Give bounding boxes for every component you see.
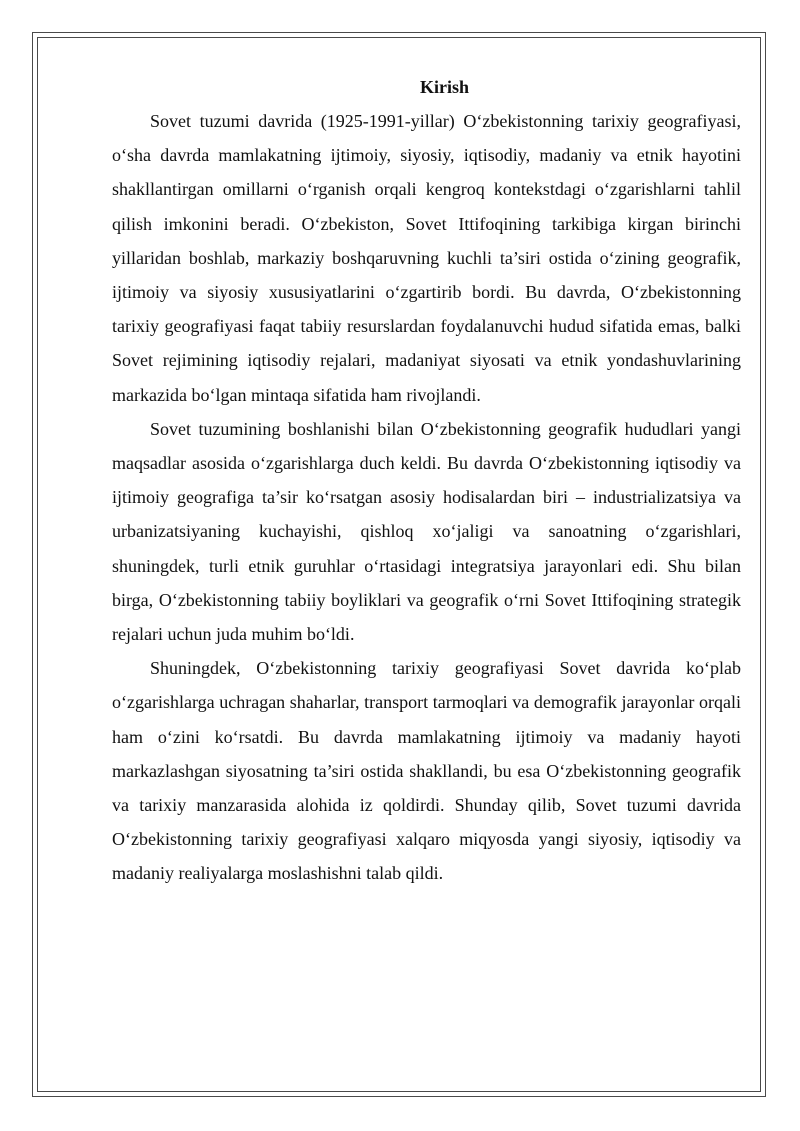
document-title: Kirish [419,77,469,97]
document-body [112,70,741,891]
paragraph-1: Sovet tuzumi davrida (1925-1991-yillar) O‘zbekistonning tarixiy geografiyasi, o‘sha davrda mamlakatning ijtimoiy, siyosiy, iqtisodiy, madaniy va etnik hayotini shakllantirgan omillarni o‘rganish orqali kengroq kontekstdagi o‘zgarishlarni tahlil qilish imkonini beradi. O‘zbekiston, Sovet Ittifoqining tarkibiga kirgan birinchi yillaridan boshlab, markaziy boshqaruvning kuchli ta’siri ostida o‘zining geografik, ijtimoiy va siyosiy xususiyatlarini o‘zgartirib bordi. Bu davrda, O‘zbekistonning tarixiy geografiyasi faqat tabiiy resurslardan foydalanuvchi hudud sifatida emas, balki Sovet rejimining iqtisodiy rejalari, madaniyat siyosati va etnik yondashuvlarining markazida bo‘lgan mintaqa sifatida ham rivojlandi. [112,111,741,405]
paragraph-2: Sovet tuzumining boshlanishi bilan O‘zbekistonning geografik hududlari yangi maqsadlar asosida o‘zgarishlarga duch keldi. Bu davrda O‘zbekistonning iqtisodiy va ijtimoiy geografiga ta’sir ko‘rsatgan asosiy hodisalardan biri – industrializatsiya va urbanizatsiyaning kuchayishi, qishloq xo‘jaligi va sanoatning o‘zgarishlari, shuningdek, turli etnik guruhlar o‘rtasidagi integratsiya jarayonlari edi. Shu bilan birga, O‘zbekistonning tabiiy boyliklari va geografik o‘rni Sovet Ittifoqining strategik rejalari uchun juda muhim bo‘ldi. [112,418,741,645]
paragraph-3: Shuningdek, O‘zbekistonning tarixiy geografiyasi Sovet davrida ko‘plab o‘zgarishlarga uchragan shaharlar, transport tarmoqlari va demografik jarayonlar orqali ham o‘zini ko‘rsatdi. Bu davrda mamlakatning ijtimoiy va madaniy hayoti markazlashgan siyosatning ta’siri ostida shakllandi, bu esa O‘zbekistonning geografik va tarixiy manzarasida alohida iz qoldirdi. Shunday qilib, Sovet tuzumi davrida O‘zbekistonning tarixiy geografiyasi xalqaro miqyosda yangi siyosiy, iqtisodiy va madaniy realiyalarga moslashishni talab qildi. [112,658,741,884]
